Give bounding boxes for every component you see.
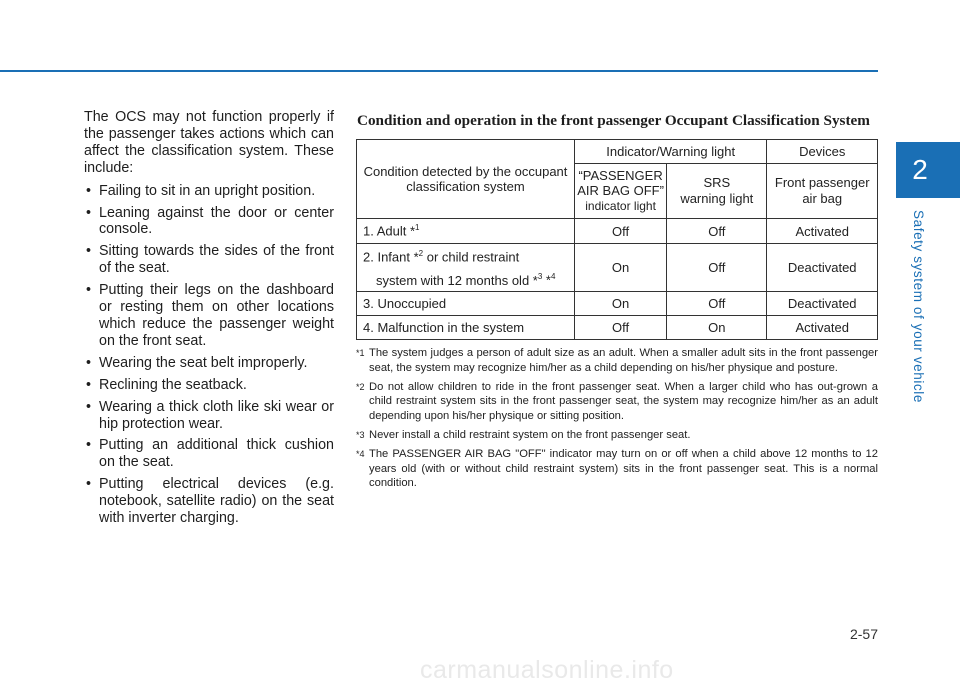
footnote	[356, 447, 878, 491]
cell-airbag-status: Activated	[767, 219, 878, 244]
cell-text: Front passenger	[774, 175, 870, 190]
cell-text: 2. Infant *	[363, 249, 419, 265]
bullet-icon: •	[86, 354, 92, 371]
header-condition: Condition detected by the occupant classification system	[357, 140, 575, 219]
bullet-icon: •	[86, 437, 92, 454]
footnote-ref: 2	[418, 249, 424, 258]
intro-paragraph: The OCS may not function properly if the passenger takes actions which can affect the classification system. These include:	[84, 109, 334, 176]
footnote-text: Do not allow children to ride in the front passenger seat. When a larger child who has out-grown a child restraint system sits in the front passenger seat, the system may recognize him/her as an adult depending upon his/her physique or sitting position.	[369, 380, 878, 423]
page-number: 2-57	[849, 626, 878, 642]
footnote	[356, 380, 878, 424]
cell-srs-light: On	[667, 315, 767, 339]
table-row	[357, 140, 878, 164]
cell-airbag-status: Activated	[767, 315, 878, 339]
cell-text: or child restraint	[423, 249, 520, 265]
cell-passenger-indicator: Off	[574, 315, 666, 339]
bullet-icon: •	[86, 243, 92, 260]
bullet-icon: •	[86, 204, 92, 221]
chapter-title: Safety system of your vehicle	[911, 210, 926, 403]
subheader-front-airbag	[767, 164, 878, 219]
cell-text: indicator light	[585, 199, 656, 213]
header-indicator: Indicator/Warning light	[574, 140, 766, 164]
footnote-ref: 4	[550, 272, 556, 282]
subheader-passenger-airbag-off	[574, 164, 666, 219]
cell-airbag-status: Deactivated	[767, 291, 878, 315]
header-devices: Devices	[767, 140, 878, 164]
list-item	[84, 377, 334, 394]
row-condition: 4. Malfunction in the system	[357, 315, 575, 339]
cell-text: AIR BAG OFF”	[577, 183, 664, 198]
subheader-srs	[667, 164, 767, 219]
footnote-mark: *4	[356, 448, 365, 459]
footnote-text: Never install a child restraint system on the front passenger seat.	[369, 428, 691, 441]
list-item	[84, 243, 334, 277]
list-item	[84, 183, 334, 200]
footnote	[356, 428, 878, 443]
list-item	[84, 205, 334, 239]
cell-srs-light: Off	[667, 291, 767, 315]
row-condition: 3. Unoccupied	[357, 291, 575, 315]
cell-srs-light: Off	[667, 244, 767, 292]
bullet-list	[84, 183, 334, 527]
cell-text: warning light	[680, 191, 754, 206]
footnote-text: The system judges a person of adult size as an adult. When a smaller adult sits in the front passenger seat, the system may recognize him/her as a child depending on his/her physique and posture.	[369, 347, 878, 374]
cell-airbag-status: Deactivated	[767, 244, 878, 292]
watermark: carmanualsonline.info	[420, 656, 674, 684]
section-heading: Condition and operation in the front passenger Occupant Classification System	[357, 112, 870, 129]
cell-text: air bag	[802, 191, 843, 206]
bullet-icon: •	[86, 282, 92, 299]
chapter-tab	[896, 142, 960, 198]
list-item-text: Putting an additional thick cushion on the seat.	[99, 437, 334, 471]
list-item	[84, 355, 334, 372]
ocs-table	[356, 139, 878, 340]
list-item-text: Reclining the seatback.	[99, 376, 247, 393]
table-row	[357, 291, 878, 315]
list-item-text: Putting their legs on the dashboard or resting them on other locations which reduce the passenger weight on the front seat.	[99, 282, 334, 349]
list-item	[84, 282, 334, 350]
cell-text: 1. Adult *	[363, 223, 416, 239]
cell-text: *	[542, 272, 551, 288]
footnote-mark: *2	[356, 381, 365, 392]
table-row	[357, 219, 878, 244]
footnotes	[356, 346, 878, 495]
list-item-text: Wearing the seat belt improperly.	[99, 354, 308, 371]
row-condition	[357, 219, 575, 244]
table-row	[357, 244, 878, 292]
cell-passenger-indicator: On	[574, 291, 666, 315]
footnote-mark: *1	[356, 348, 365, 358]
list-item-text: Failing to sit in an upright position.	[99, 182, 316, 199]
bullet-icon: •	[86, 476, 92, 493]
list-item	[84, 399, 334, 433]
cell-text: system with 12 months old *	[376, 272, 538, 288]
bullet-icon: •	[86, 182, 92, 199]
cell-text: “PASSENGER	[578, 168, 663, 183]
footnote-ref: 1	[415, 223, 420, 233]
footnote-mark: *3	[356, 429, 365, 440]
header-rule	[0, 70, 878, 72]
bullet-icon: •	[86, 398, 92, 415]
footnote-text: The PASSENGER AIR BAG "OFF" indicator may turn on or off when a child above 12 months to 12 years old (with or without child restraint system) sits in the front passenger seat. This is a normal condition.	[369, 447, 878, 490]
list-item-text: Leaning against the door or center console.	[99, 204, 334, 238]
cell-text: SRS	[703, 175, 731, 190]
list-item-text: Putting electrical devices (e.g. notebook, satellite radio) on the seat with inverter charging.	[99, 476, 334, 527]
table-row	[357, 315, 878, 339]
list-item	[84, 476, 334, 527]
footnote-ref: 3	[537, 272, 543, 282]
cell-passenger-indicator: Off	[574, 219, 666, 244]
bullet-icon: •	[86, 376, 92, 393]
list-item-text: Wearing a thick cloth like ski wear or hip protection wear.	[99, 398, 334, 432]
chapter-number: 2	[912, 154, 928, 185]
list-item	[84, 437, 334, 471]
list-item-text: Sitting towards the sides of the front of the seat.	[99, 243, 334, 277]
left-column	[84, 109, 334, 532]
footnote	[356, 346, 878, 376]
cell-passenger-indicator: On	[574, 244, 666, 292]
cell-srs-light: Off	[667, 219, 767, 244]
row-condition	[357, 244, 575, 292]
